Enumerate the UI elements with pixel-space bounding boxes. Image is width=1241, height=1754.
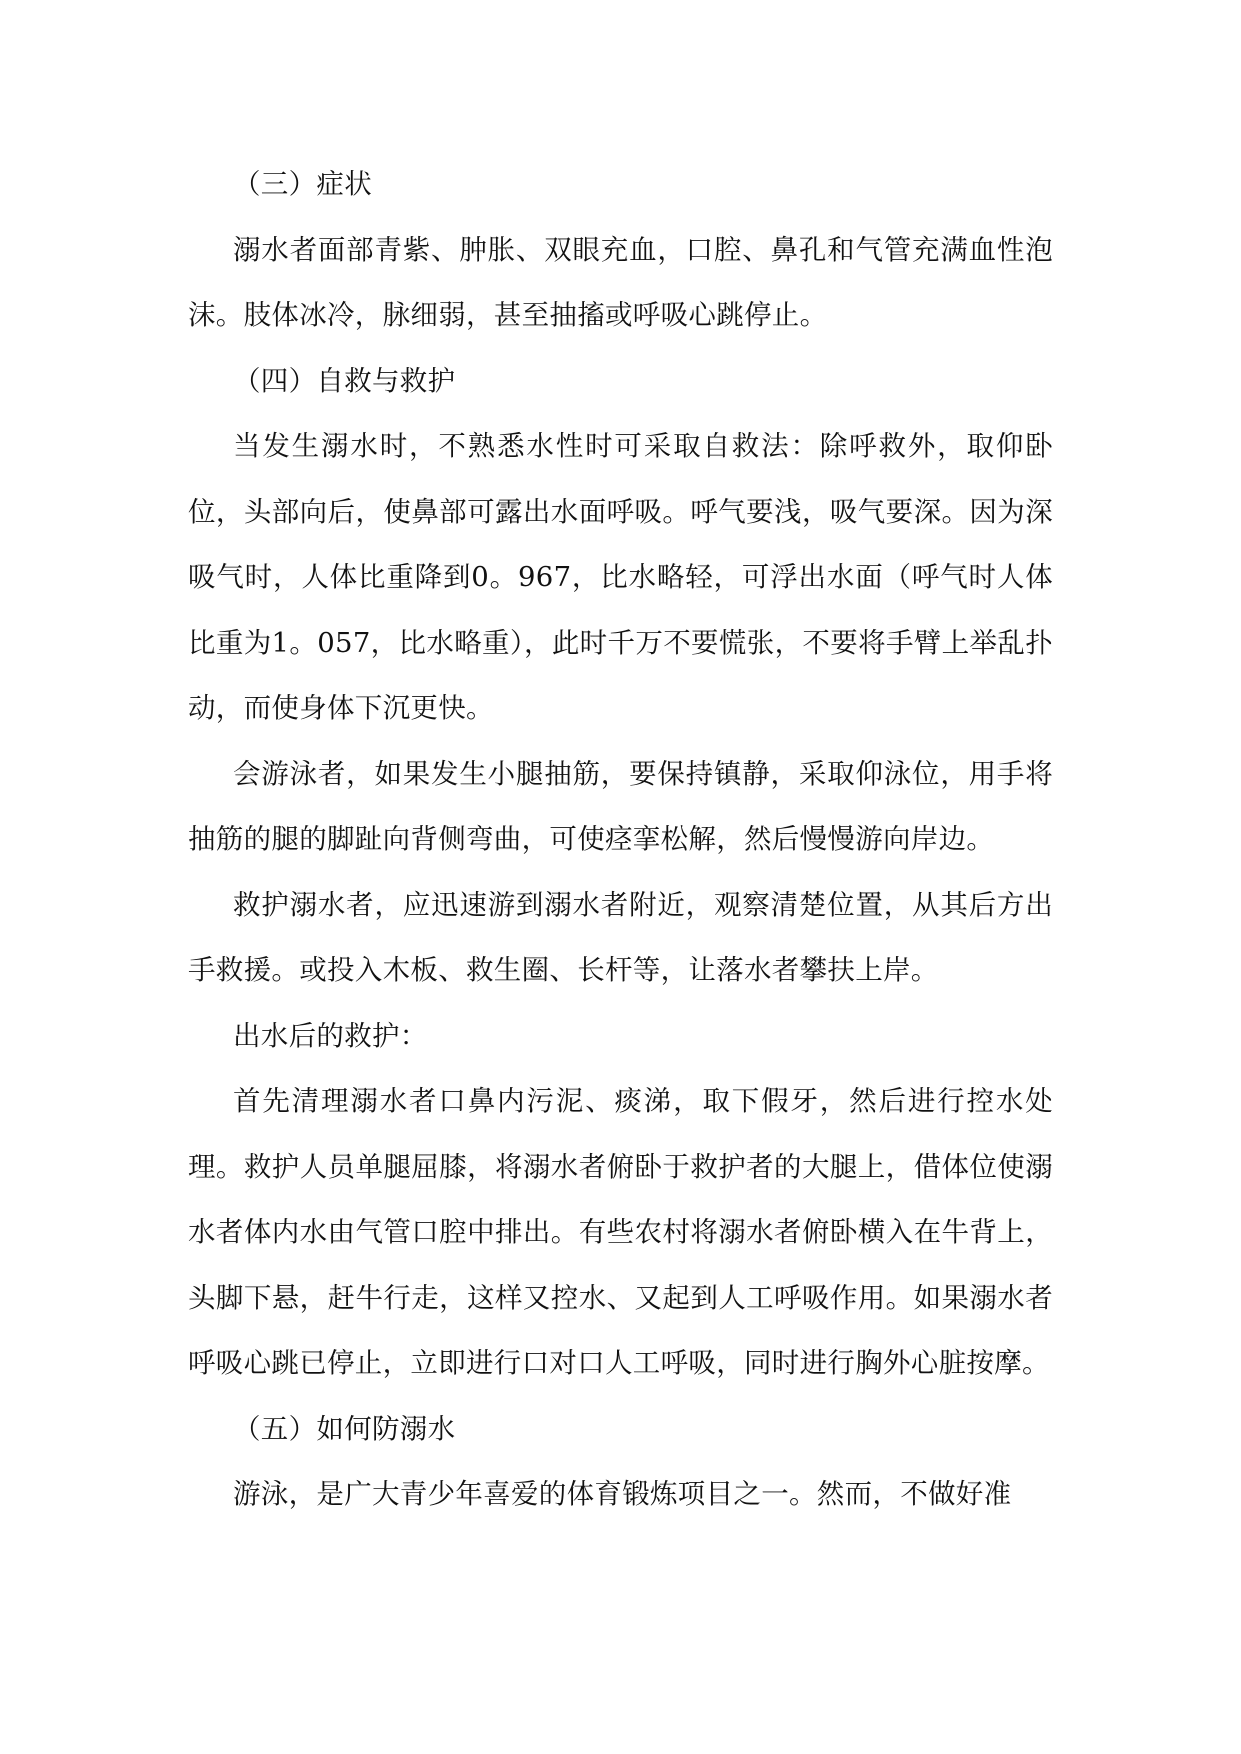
document-body: [188, 152, 1053, 1528]
section-heading-symptoms: （三）症状: [233, 168, 372, 200]
paragraph-prevention: 游泳，是广大青少年喜爱的体育锻炼项目之一。然而，不做好准: [233, 1478, 1012, 1510]
paragraph-after-water-heading: 出水后的救护：: [233, 1019, 428, 1052]
paragraph-leg-cramp: 会游泳者，如果发生小腿抽筋，要保持镇静，采取仰泳位，用手将抽筋的腿的脚趾向背侧弯曲，可使痉挛松解，然后慢慢游向岸边。: [188, 757, 1053, 855]
paragraph-rescue-others: 救护溺水者，应迅速游到溺水者附近，观察清楚位置，从其后方出手救援。或投入木板、救生圈、长杆等，让落水者攀扶上岸。: [188, 888, 1053, 986]
section-heading-prevention: （五）如何防溺水: [233, 1412, 456, 1445]
paragraph-after-water-care: 首先清理溺水者口鼻内污泥、痰涕，取下假牙，然后进行控水处理。救护人员单腿屈膝，将溺水者俯卧于救护者的大腿上，借体位使溺水者体内水由气管口腔中排出。有些农村将溺水者俯卧横入在牛背上，头脚下悬，赶牛行走，这样又控水、又起到人工呼吸作用。如果溺水者呼吸心跳已停止，立即进行口对口人工呼吸，同时进行胸外心脏按摩。: [188, 1085, 1053, 1379]
section-heading-self-rescue: （四）自救与救护: [233, 364, 456, 397]
paragraph-symptoms: 溺水者面部青紫、肿胀、双眼充血，口腔、鼻孔和气管充满血性泡沫。肢体冰冷，脉细弱，甚至抽搐或呼吸心跳停止。: [188, 233, 1053, 331]
paragraph-self-rescue: 当发生溺水时，不熟悉水性时可采取自救法：除呼救外，取仰卧位，头部向后，使鼻部可露出水面呼吸。呼气要浅，吸气要深。因为深吸气时，人体比重降到0。967，比水略轻，可浮出水面（呼气时人体比重为1。057，比水略重），此时千万不要慌张，不要将手臂上举乱扑动，而使身体下沉更快。: [188, 430, 1053, 724]
